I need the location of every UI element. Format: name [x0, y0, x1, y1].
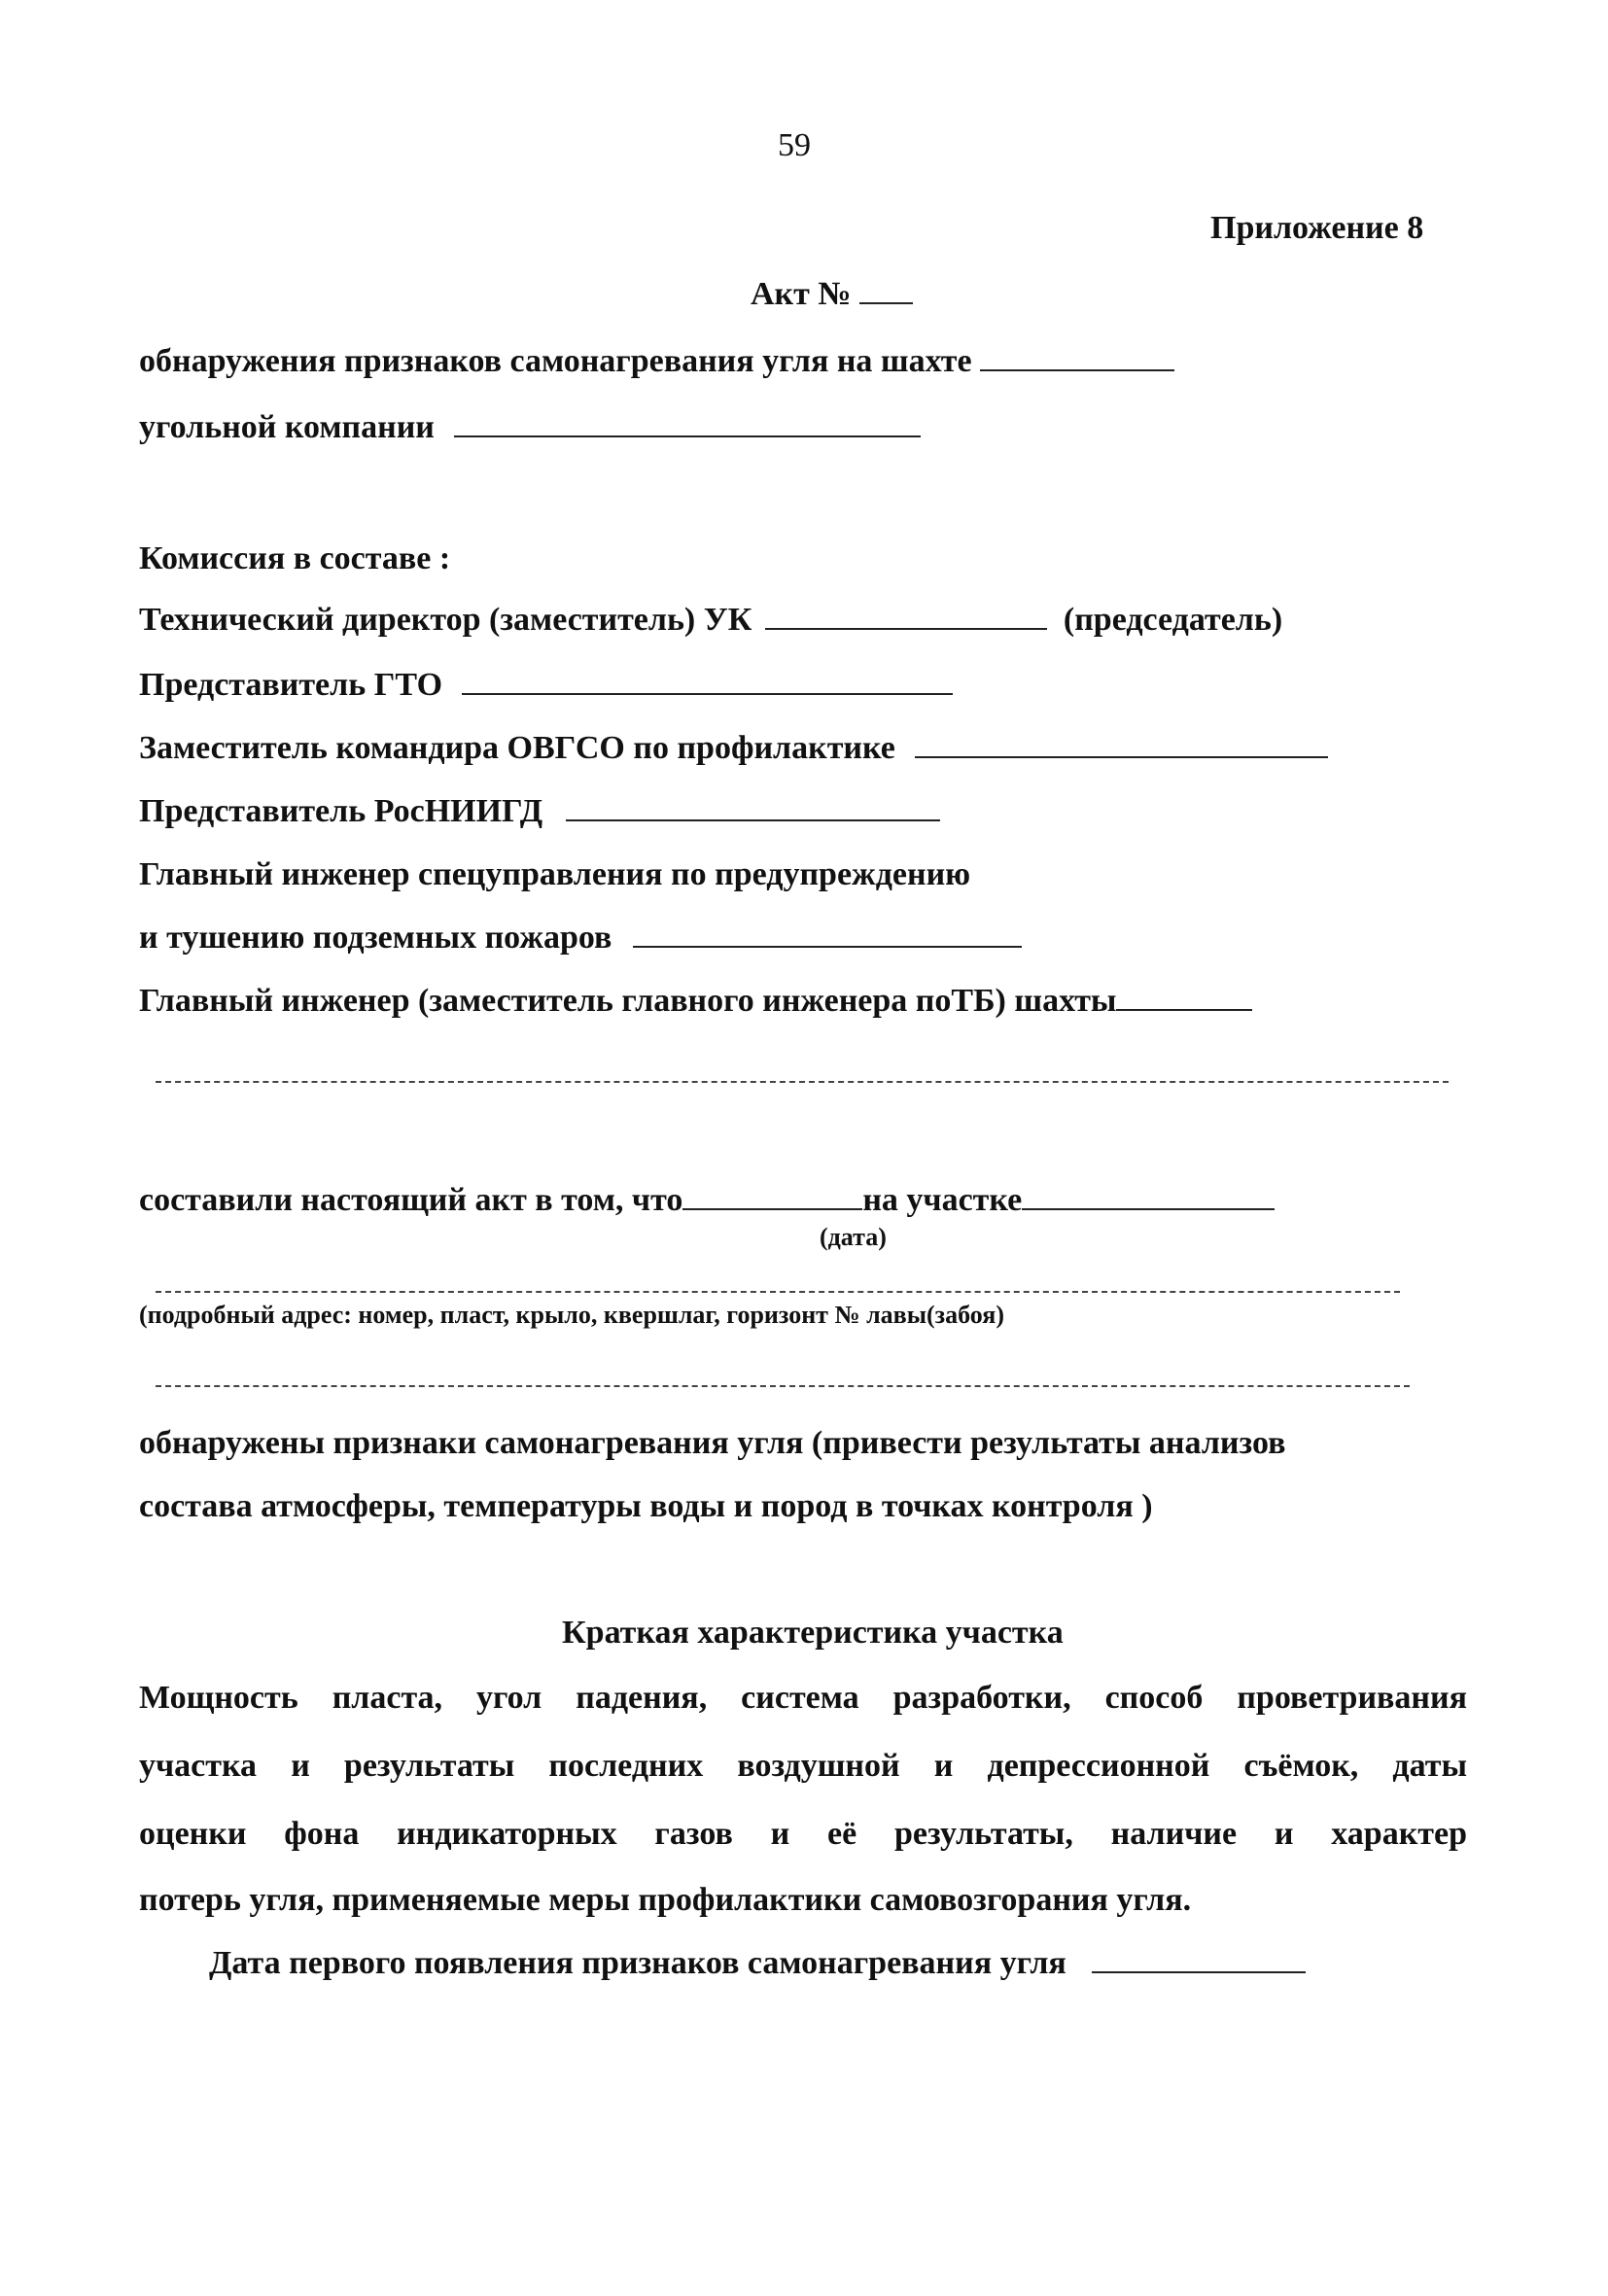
company-blank	[454, 410, 921, 437]
mine-blank	[980, 344, 1174, 371]
act-title	[751, 275, 913, 314]
date-hint: (дата)	[820, 1223, 887, 1251]
chief-special-label: и тушению подземных пожаров	[139, 920, 612, 956]
gto-blank	[462, 668, 953, 695]
characteristics-line-1: Мощность пласта, угол падения, система разработки, способ проветривания	[139, 1680, 1467, 1716]
characteristics-line-4: потерь угля, применяемые меры профилактики самовозгорания угля.	[139, 1882, 1192, 1918]
extra-member-line	[156, 1081, 1449, 1083]
chief-mine-blank	[1116, 984, 1252, 1011]
findings-line-2: состава атмосферы, температуры воды и пород в точках контроля )	[139, 1488, 1153, 1524]
rosniigd-label: Представитель РосНИИГД	[139, 793, 543, 829]
first-signs-line	[209, 1944, 1306, 1983]
chairman-label: (председатель)	[1063, 602, 1283, 638]
address-line	[156, 1291, 1400, 1293]
page-number: 59	[778, 127, 811, 163]
at-section-label: на участке	[862, 1182, 1023, 1218]
chief-special-blank	[633, 921, 1022, 948]
ovgso-blank	[915, 731, 1328, 758]
chief-mine-label: Главный инженер (заместитель главного инженера поТБ) шахты	[139, 983, 1117, 1019]
statement-text: составили настоящий акт в том, что	[139, 1182, 683, 1218]
date-blank	[682, 1183, 862, 1210]
member-ovgso	[139, 729, 1328, 768]
section-heading: Краткая характеристика участка	[562, 1615, 1064, 1651]
tech-director-label: Технический директор (заместитель) УК	[139, 602, 752, 638]
characteristics-line-3: оценки фона индикаторных газов и её результаты, наличие и характер	[139, 1816, 1467, 1852]
appendix-label: Приложение 8	[1210, 210, 1424, 246]
subtitle-text-2: угольной компании	[139, 409, 435, 445]
findings-line-1: обнаружены признаки самонагревания угля (привести результаты анализов	[139, 1425, 1286, 1461]
address-line-2	[156, 1385, 1410, 1387]
member-tech-director	[139, 601, 1282, 640]
statement-line	[139, 1181, 1275, 1220]
member-chief-mine	[139, 982, 1252, 1021]
commission-heading: Комиссия в составе :	[139, 540, 451, 576]
subtitle-line-1	[139, 342, 1174, 381]
member-chief-special-2	[139, 919, 1022, 957]
address-hint: (подробный адрес: номер, пласт, крыло, квершлаг, горизонт № лавы(забоя)	[139, 1301, 1005, 1329]
member-rosniigd	[139, 792, 940, 831]
member-gto	[139, 666, 953, 705]
act-title-text: Акт №	[751, 276, 852, 312]
tech-director-blank	[765, 603, 1047, 630]
subtitle-text-1: обнаружения признаков самонагревания угля на шахте	[139, 343, 972, 379]
member-chief-special-1: Главный инженер спецуправления по предупреждению	[139, 856, 971, 892]
act-number-blank	[859, 277, 913, 304]
subtitle-line-2	[139, 408, 921, 447]
gto-label: Представитель ГТО	[139, 667, 443, 703]
rosniigd-blank	[566, 794, 940, 821]
first-signs-blank	[1092, 1946, 1306, 1973]
characteristics-line-2: участка и результаты последних воздушной и депрессионной съёмок, даты	[139, 1748, 1467, 1784]
first-signs-label: Дата первого появления признаков самонагревания угля	[209, 1945, 1066, 1981]
section-blank	[1022, 1183, 1275, 1210]
ovgso-label: Заместитель командира ОВГСО по профилактике	[139, 730, 895, 766]
